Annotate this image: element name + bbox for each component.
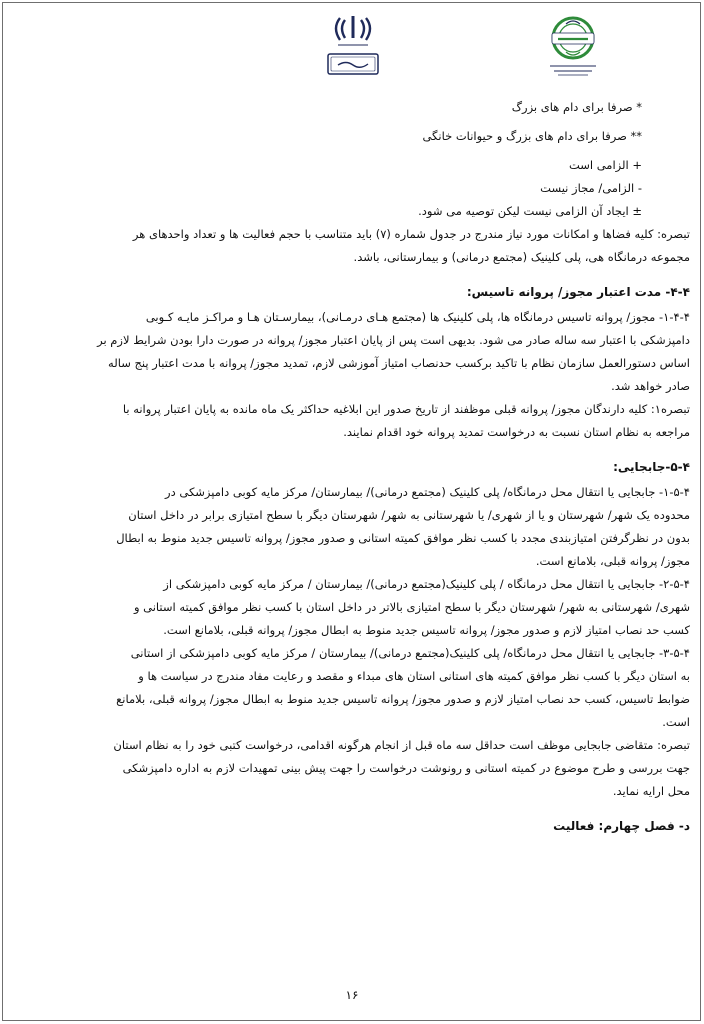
note-line: جهت بررسی و طرح موضوع در کمیته استانی و رونوشت درخواست را جهت پیش بینی تمهیدات لازم به اداره دامپزشکی — [122, 761, 690, 775]
note-line: محل ارایه نماید. — [612, 784, 690, 798]
paragraph-line: اساس دستورالعمل سازمان نظام با تاکید برکسب حدنصاب امتیاز آموزشی لازم، تمدید مجوز/ پروانه با مدت اعتبار پنج ساله — [108, 356, 690, 370]
legend-plus-minus: ± ایجاد آن الزامی نیست لیکن توصیه می شود. — [418, 204, 642, 218]
paragraph-line: شهری/ شهرستانی به شهر/ شهرستان دیگر با سطح امتیازی بالاتر در داخل استان با کسب نظر موافق کمیته استانی و — [133, 600, 690, 614]
note-line: تبصره۱: کلیه دارندگان مجوز/ پروانه قبلی موظفند از تاریخ صدور این ابلاغیه حداکثر یک ماه مانده به پایان اعتبار پروانه با — [122, 402, 690, 416]
paragraph-line: است. — [662, 715, 690, 729]
section-heading-relocation: ۵-۴-جابجایی: — [613, 460, 690, 474]
legend-minus: - الزامی/ مجاز نیست — [540, 181, 642, 195]
paragraph-line: ۳-۵-۴- جابجایی یا انتقال محل درمانگاه/ پلی کلینیک(مجتمع درمانی)/ بیمارستان / مرکز مایه کوبی دامپزشکی از استانی — [130, 646, 690, 660]
note-spaces-line: تبصره: کلیه فضاها و امکانات مورد نیاز مندرج در جدول شماره (۷) باید متناسب با حجم فعالیت ها و تعداد واحدهای هر — [132, 227, 690, 241]
note-line: مراجعه به نظام استان نسبت به درخواست تمدید پروانه خود اقدام نمایند. — [343, 425, 690, 439]
section-heading-validity: ۴-۴- مدت اعتبار مجوز/ پروانه تاسیس: — [466, 285, 690, 299]
paragraph-line: صادر خواهد شد. — [611, 379, 690, 393]
paragraph-line: ۱-۴-۴- مجوز/ پروانه تاسیس درمانگاه ها، پلی کلینیک ها (مجتمع هـای درمـانی)، بیمارسـتان هـا و مراکـز مایـه کـوبی — [145, 310, 690, 324]
document-body — [14, 96, 690, 840]
paragraph-line: محدوده یک شهر/ شهرستان و یا از شهری/ یا شهرستانی به شهر/ شهرستان دیگر با سطح امتیازی برابر در داخل استان — [128, 508, 690, 522]
jahad-keshavarzi-logo — [540, 14, 606, 78]
paragraph-line: ۲-۵-۴- جابجایی یا انتقال محل درمانگاه / پلی کلینیک(مجتمع درمانی)/ بیمارستان / مرکز مایه کوبی دامپزشکی از — [163, 577, 690, 591]
iran-emblem-logo — [318, 12, 388, 80]
paragraph-line: به استان دیگر با کسب نظر موافق کمیته های استانی استان های مبداء و مقصد و رعایت مفاد مندرج در سیاست ها و — [138, 669, 690, 683]
paragraph-line: مجوز/ پروانه قبلی، بلامانع است. — [535, 554, 690, 568]
note-spaces-line: مجموعه درمانگاه هی، پلی کلینیک (مجتمع درمانی) و بیمارستانی، باشد. — [353, 250, 690, 264]
paragraph-line: دامپزشکی با اعتبار سه ساله صادر می شود. بدیهی است پس از پایان اعتبار مجوز/ پروانه در صورت دارا بودن شرایط لازم بر — [97, 333, 690, 347]
page-number: ۱۶ — [345, 988, 359, 1002]
legend-single-star: * صرفا برای دام های بزرگ — [511, 100, 642, 114]
note-line: تبصره: متقاضی جابجایی موظف است حداقل سه ماه قبل از انجام هرگونه اقدامی، درخواست کتبی خود را به نظام استان — [113, 738, 690, 752]
paragraph-line: کسب حد نصاب امتیاز لازم و صدور مجوز/ پروانه تاسیس جدید منوط به ابطال مجوز/ پروانه قبلی، بلامانع است. — [163, 623, 690, 637]
chapter-heading: د- فصل چهارم: فعالیت — [553, 819, 690, 833]
paragraph-line: ۱-۵-۴- جابجایی یا انتقال محل درمانگاه/ پلی کلینیک (مجتمع درمانی)/ بیمارستان/ مرکز مایه کوبی دامپزشکی در — [165, 485, 690, 499]
paragraph-line: بدون در نظرگرفتن امتیازبندی مجدد با کسب نظر موافق کمیته استانی و صدور مجوز/ پروانه تاسیس جدید منوط به ابطال — [116, 531, 690, 545]
legend-plus: + الزامی است — [568, 158, 642, 172]
paragraph-line: ضوابط تاسیس، کسب حد نصاب امتیاز لازم و صدور مجوز/ پروانه تاسیس جدید منوط به ابطال مجوز/ پروانه قبلی، بلامانع — [116, 692, 690, 706]
legend-double-star: ** صرفا برای دام های بزرگ و حیوانات خانگی — [422, 129, 642, 143]
